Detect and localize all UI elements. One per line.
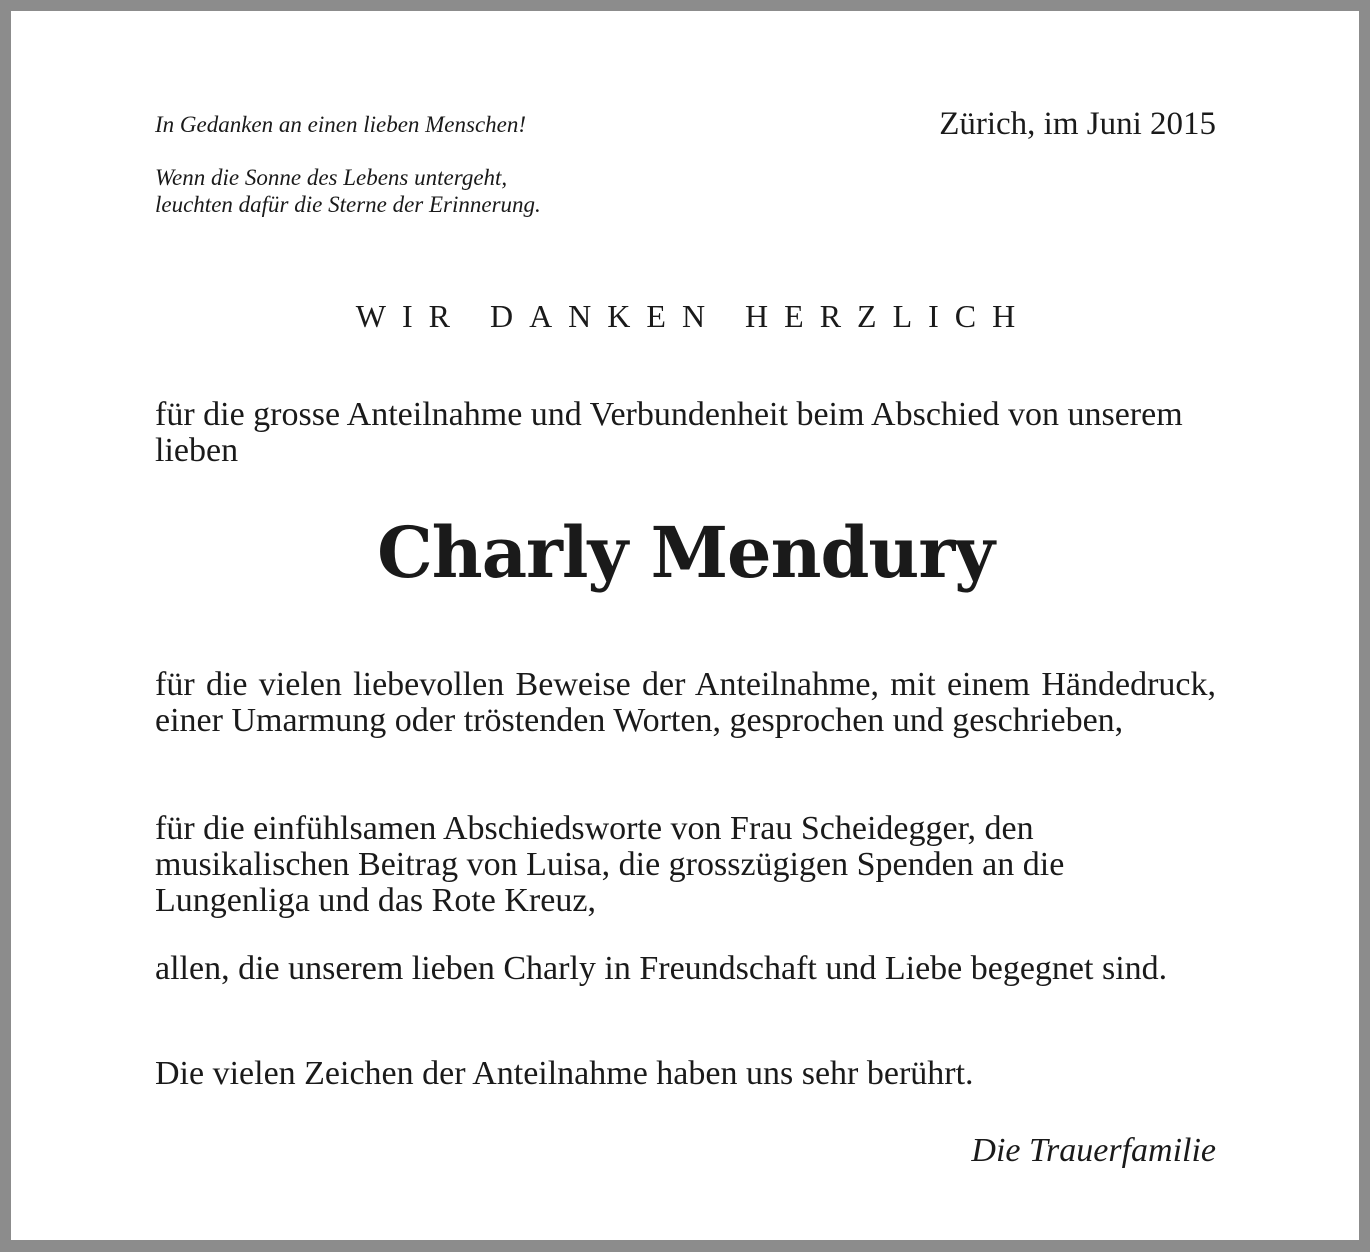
paragraph-text: für die vielen liebevollen Beweise der Anteilnahme, mit einem Händedruck, einer Umarmung oder tröstenden Worten, gesprochen und geschrieben, (155, 666, 1216, 739)
motto-line-1: Wenn die Sonne des Lebens untergeht, (155, 165, 508, 190)
closing-sentence (155, 1056, 1216, 1092)
thanks-heading: WIR DANKEN HERZLICH (355, 298, 1032, 334)
remembrance-line: In Gedanken an einen lieben Menschen! (155, 112, 527, 137)
thanks-paragraph-3 (155, 951, 1216, 987)
thanks-paragraph-1 (155, 667, 1216, 739)
intro-text (155, 397, 1216, 469)
motto (155, 164, 755, 218)
motto-line-2: leuchten dafür die Sterne der Erinnerung. (155, 192, 541, 217)
signature: Die Trauerfamilie (971, 1132, 1216, 1169)
place-date: Zürich, im Juni 2015 (939, 106, 1216, 142)
paragraph-text: für die einfühlsamen Abschiedsworte von Frau Scheidegger, den musikalischen Beitrag von Luisa, die grosszügigen Spenden an die Lungenliga und das Rote Kreuz, (155, 810, 1065, 919)
thanks-paragraph-2 (155, 811, 1216, 919)
remembrance-block (155, 111, 755, 218)
paragraph-text: Die vielen Zeichen der Anteilnahme haben uns sehr berührt. (155, 1055, 974, 1092)
obituary-notice (11, 11, 1359, 1240)
paragraph-text: allen, die unserem lieben Charly in Freundschaft und Liebe begegnet sind. (155, 950, 1168, 987)
deceased-name: Charly Mendury (377, 511, 994, 594)
intro-paragraph: für die grosse Anteilnahme und Verbundenheit beim Abschied von unserem lieben (155, 396, 1183, 469)
